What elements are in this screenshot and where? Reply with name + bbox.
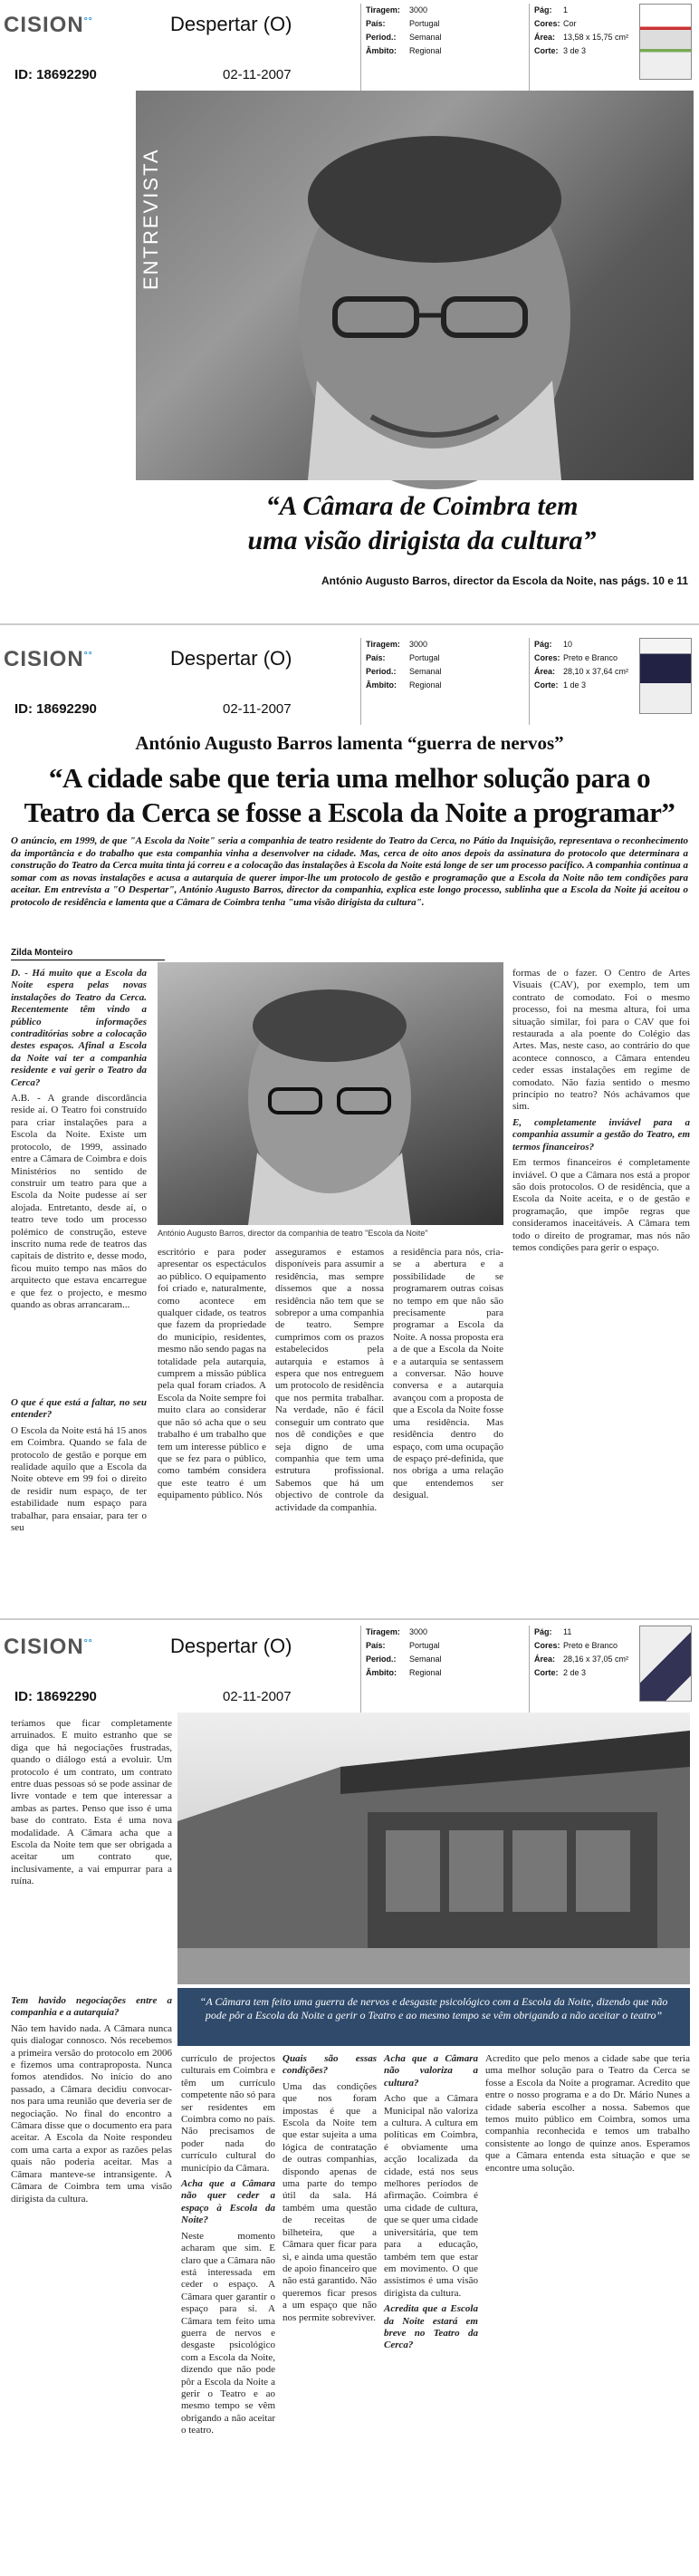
page-thumbnail[interactable] (639, 1626, 692, 1702)
clipping-page-3 (0, 1622, 699, 2576)
article-headline: “A cidade sabe que teria uma melhor solução para o Teatro da Cerca se fosse a Escola da Noite a programar” (24, 762, 675, 828)
cision-logo: CISION°° (4, 1635, 93, 1659)
clipping-header (0, 0, 699, 94)
article-column-4: a residência para nós, cria-se a abertura e a possibilidade de se programarem outras coisas no tempo em que não são precisamente para programar a Escola da Noite. A nossa proposta era a de que a Escola da Noite e a autarquia se sentassem a conversar. Não houve conversa e a autarquia avançou com a proposta de que a Escola da Noite fosse uma residência. Mas residência dentro do espaço, com uma ocupação de espaço pré-definida, que nos obriga a uma relação que entendemos ser desigual. (393, 1247, 503, 1501)
article-column-5: Acredito que pelo menos a cidade sabe que teria uma melhor solução para o Teatro da Cerca se fosse a Escola da Noite a programar. Acredito que entre o nosso programa e a do Dr. Mário Nunes a cidade saberia escolher a nossa. Sabemos que temos muito público em Coimbra, somos uma companhia reconhecida e temos um trabalho consistente ao longo de quinze anos. Esperamos que a Câmara entenda esta situação e que se encontre uma solução. (485, 2053, 690, 2174)
interview-photo (136, 91, 694, 480)
section-label: ENTREVISTA (139, 148, 162, 290)
clipping-id: ID: 18692290 (14, 1689, 97, 1704)
clipping-header (0, 1622, 699, 1716)
publication-date: 02-11-2007 (223, 701, 292, 717)
portrait-illustration (136, 91, 694, 480)
meta-right: Pág: 1 Cores: Cor Área: 13,58 x 15,75 cm² Corte: 3 de 3 (534, 5, 629, 55)
clipping-header (0, 634, 699, 728)
author-name: Zilda Monteiro (11, 948, 165, 960)
publication-name: Despertar (O) (170, 647, 292, 670)
article-column-1: D. - Há muito que a Escola da Noite espera pelas novas instalações do Teatro da Cerca. Recentemente têm vindo a público informações contraditórias sobre a colocação destes espaços. Afinal a Escola da Noite vai ter a companhia residente e vai gerir o Teatro da Cerca? A.B. - A grande discordância reside aí. O Teatro foi construído para criar instalações para a Escola da Noite. Existe um protocolo, de 1999, assinado entre a Câmara de Coimbra e dois Ministérios no sentido de construir um teatro para que a Escola da Noite pudesse aí ser alojada. Entretanto, desde aí, o teatro teve todo um processo polémico de construção, esteve inscrito numa rede de teatros das capitais de distrito e, desse modo, ficou muito tempo nas mãos do arquitecto que estava encarregue e que fez o projecto, e mesmo quando as obras arrancaram... (11, 968, 147, 1310)
article-column-1: Tem havido negociações entre a companhia e a autarquia? Não tem havido nada. A Câmara nunca quis dialogar connosco. Nós recebemos a primeira versão do protocolo em 2006 e fizemos uma contraproposta. Nunca fomos atendidos. No início do ano passado, a Câmara decidiu convocar-nos para uma reunião que deveria ser de negociação. No final do encontro a Câmara disse que o documento era para aceitar. A Escola da Noite respondeu com uma carta a expor as razões pelas quais não poderia aceitar. Mas a Câmara manteve-se intransigente. A Câmara de Coimbra tem uma visão dirigista da cultura. (11, 1995, 172, 2205)
pull-quote: “A Câmara tem feito uma guerra de nervos e desgaste psicológico com a Escola da Noite, dizendo que não pode pôr a Escola da Noite a gerir o Teatro e ao mesmo tempo se vêm obrigando a não aceitar o teatro” (177, 1988, 690, 2046)
cision-logo: CISION°° (4, 647, 93, 671)
cision-logo: CISION°° (4, 13, 93, 37)
publication-name: Despertar (O) (170, 1635, 292, 1657)
article-column-5: formas de o fazer. O Centro de Artes Visuais (CAV), por exemplo, tem um contrato de comodato. Foi o mesmo processo, foi na mesma altura, foi uma situação similar, foi para o CAV que foi restaurada a ala poente do Colégio das Artes. Mas, neste caso, ao contrário do que acontece connosco, a Câmara entendeu ceder essas instalações em regime de comodato. Não fazia sentido o mesmo princípio no teatro? Nós achávamos que sim. E, completamente inviável para a companhia assumir a gestão do Teatro, em termos financeiros? Em termos financeiros é completamente inviável. O que a Câmara nos está a propor são dois protocolos. O de residência, que a Escola da Noite aceita, e o de gestão e programação, que impõe regras que consideramos inaceitáveis. A Câmara tem todo o direito de programar, mas nós não temos condições para gerir o espaço. (512, 968, 690, 1253)
front-byline: António Augusto Barros, director da Escola da Noite, nas págs. 10 e 11 (321, 574, 688, 587)
lead-paragraph: O anúncio, em 1999, de que "A Escola da Noite" seria a companhia de teatro residente do Teatro da Cerca, no Pátio da Inquisição, representava o reconhecimento da importância e do trabalho que esta companhia vinha a desenvolver na cidade. Mas, cerca de oito anos depois da assinatura do protocolo que determinara a construção do Teatro da Cerca muita tinta já correu e a colocação das instalações à Escola da Noite está longe de ser um processo pacífico. A companhia continua a somar com as novas instalações e acusa a autarquia de querer impor-lhe um protocolo de gestão e programação que a Escola da Noite não tem condições para aceitar. Em entrevista a "O Despertar", António Augusto Barros, director da companhia, explica este longo processo, sublinha que a Escola da Noite já aceitou o protocolo de residência e lamenta que a Câmara de Coimbra tenha "uma visão dirigista da cultura". (11, 835, 688, 908)
article-column-4: Acha que a Câmara não valoriza a cultura? Acho que a Câmara Municipal não valoriza a cultura. A cultura em políticas em Coimbra, é obviamente uma acção localizada da cidade, está nos seus melhores períodos de afirmação. Coimbra é uma cidade de cultura, que se quer uma cidade universitária, que tem para a educação, também tem que estar em movimento. O que assistimos é uma visão dirigista da cultura. Acredita que a Escola da Noite estará em breve no Teatro da Cerca? (384, 2053, 478, 2351)
article-column-3: asseguramos e estamos disponíveis para assumir a residência, mas sempre dissemos que a nossa residência não tem que se sobrepor a uma companhia de teatro. Sempre cumprimos com os prazos estabelecidos pela autarquia e estamos à espera que nos entreguem um protocolo de residência que nos permita trabalhar. Na verdade, não é fácil conseguir um contrato que nos dê condições e que seja digno de uma companhia que tem uma estrutura profissional. Sabemos que há um objectivo de controle da actividade da companhia. (275, 1247, 384, 1513)
clipping-page-1 (0, 0, 699, 634)
clipping-id: ID: 18692290 (14, 67, 97, 82)
intro-column: teríamos que ficar completamente arruinados. E muito estranho que se diga que há negociações frustradas, quando o diálogo está a evoluir. Um protocolo é um contrato, um contrato entre duas pessoas só se pode assinar de livre vontade e tem que interessar a ambas as partes. Penso que isso é uma base do contrato. Esta é uma nova modalidade. A Câmara acha que a Escola da Noite tem que ser obrigada a aceitar um contrato que, inclusivamente, a vai empurrar para a ruína. (11, 1718, 172, 1887)
article-column-1b: O que é que está a faltar, no seu entender? O Escola da Noite está há 15 anos em Coimbra. Quando se fala de protocolo de gestão e porque em realidade aquilo que a Escola da Noite obteve em 99 foi o direito de residir num espaço, de ter estabilidade num espaço para trabalhar, para ensaiar, para ter o seu (11, 1397, 147, 1534)
meta-right: Pág: 10 Cores: Preto e Branco Área: 28,10 x 37,64 cm² Corte: 1 de 3 (534, 640, 629, 690)
page-thumbnail[interactable] (639, 4, 692, 80)
article-column-3: Quais são essas condições? Uma das condições que nos foram impostas é que a Escola da Noite tem que estar sujeita a uma lógica de contratação de outras companhias, dispondo apenas de uma parte do tempo útil da sala. Há também uma questão de receitas de bilheteira, que a Câmara quer ficar para si, e ainda uma questão de apoio financeiro que não está garantido. Não queremos ficar presos a um espaço que não nos permite sobreviver. (282, 2053, 377, 2323)
meta-left: Tiragem: 3000 País: Portugal Period.: Semanal Âmbito: Regional (366, 5, 442, 55)
clipping-id: ID: 18692290 (14, 701, 97, 717)
meta-left: Tiragem: 3000 País: Portugal Period.: Semanal Âmbito: Regional (366, 1627, 442, 1677)
article-column-2: escritório e para poder apresentar os espectáculos ao público. O equipamento foi criado e, naturalmente, como acontece em qualquer cidade, os teatros que fazem da propriedade do município, residentes, mesmo não sendo pagas na totalidade pela autarquia, cumprem a missão pública pela qual foram criados. A Escola da Noite sempre foi muito clara ao considerar que não só acha que o seu trabalho é um trabalho que tem um interesse público e que se fez para o público, como também considera que este teatro é um equipamento público. Nós (158, 1247, 266, 1501)
publication-name: Despertar (O) (170, 13, 292, 35)
meta-right: Pág: 11 Cores: Preto e Branco Área: 28,16 x 37,05 cm² Corte: 2 de 3 (534, 1627, 629, 1677)
front-headline: “A Câmara de Coimbra tem uma visão dirigista da cultura” (247, 491, 597, 555)
article-photo (158, 962, 503, 1225)
theatre-photo (177, 1713, 690, 1984)
publication-date: 02-11-2007 (223, 1689, 292, 1704)
meta-left: Tiragem: 3000 País: Portugal Period.: Semanal Âmbito: Regional (366, 640, 442, 690)
photo-caption: António Augusto Barros, director da companhia de teatro "Escola da Noite" (158, 1229, 428, 1238)
article-column-2: currículo de projectos culturais em Coimbra e têm um currículo competente não só para ser residentes em Coimbra como no país. Não precisamos de poder nada do currículo cultural do município da Câmara. Acha que a Câmara não quer ceder a espaço à Escola da Noite? Neste momento acharam que sim. E claro que a Câmara não está interessada em ceder o espaço. A Câmara quer garantir o espaço para si. A Câmara tem feito uma guerra de nervos e desgaste psicológico com a Escola da Noite, dizendo que não pode pôr a Escola da Noite a gerir o Teatro e ao mesmo tempo se vêm obrigando a não aceitar o teatro. (181, 2053, 275, 2436)
publication-date: 02-11-2007 (223, 67, 292, 82)
page-thumbnail[interactable] (639, 638, 692, 714)
kicker: António Augusto Barros lamenta “guerra de nervos” (135, 732, 564, 754)
clipping-page-2 (0, 634, 699, 1622)
